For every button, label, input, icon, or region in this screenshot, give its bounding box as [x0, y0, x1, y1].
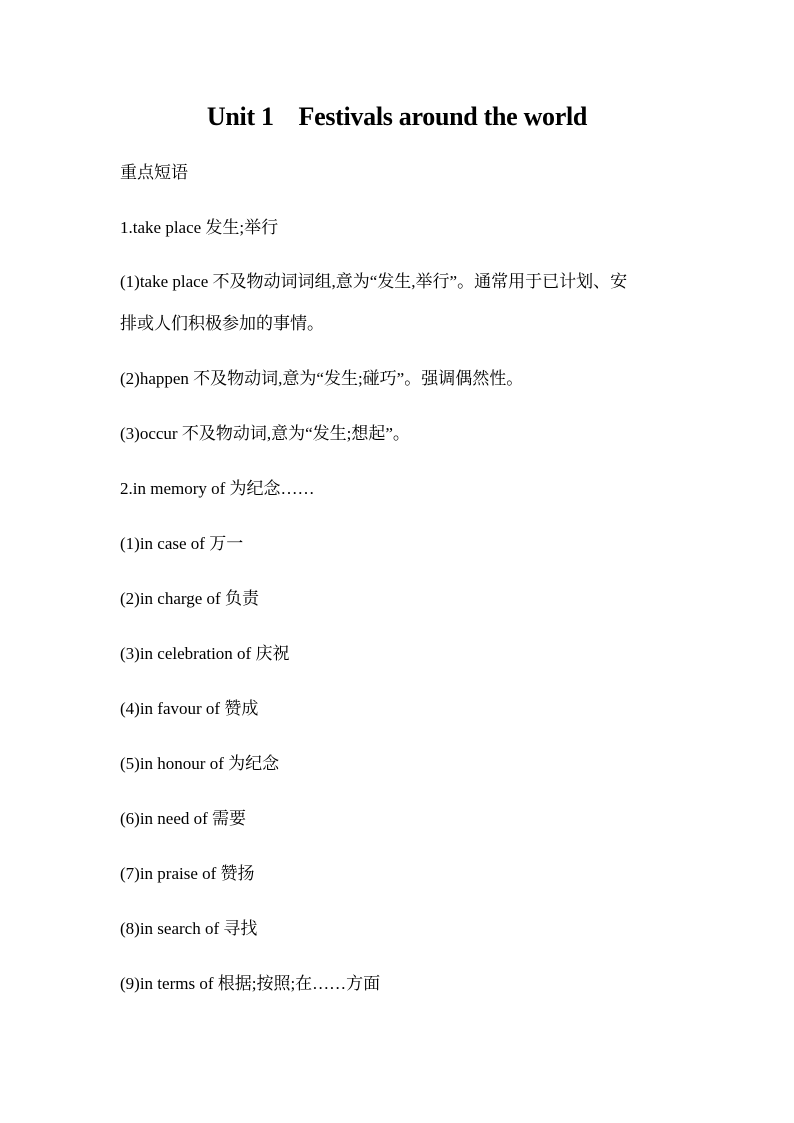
phrase-item: (6)in need of 需要: [120, 809, 247, 828]
phrase-item: (8)in search of 寻找: [120, 919, 258, 938]
phrase-item: (2)in charge of 负责: [120, 589, 259, 608]
section-heading: 重点短语: [120, 163, 188, 183]
phrase-item: (4)in favour of 赞成: [120, 699, 259, 718]
phrase-item: (7)in praise of 赞扬: [120, 864, 255, 883]
explanation-line: (1)take place 不及物动词词组,意为“发生,举行”。通常用于已计划、安: [120, 272, 628, 291]
phrase-item: (3)in celebration of 庆祝: [120, 644, 290, 663]
phrase-heading: 1.take place 发生;举行: [120, 218, 279, 237]
phrase-item: (1)in case of 万一: [120, 534, 244, 553]
explanation-line: (2)happen 不及物动词,意为“发生;碰巧”。强调偶然性。: [120, 369, 524, 388]
explanation-line-continued: 排或人们积极参加的事情。: [120, 314, 324, 333]
explanation-line: (3)occur 不及物动词,意为“发生;想起”。: [120, 424, 410, 443]
document-title: Unit 1 Festivals around the world: [206, 102, 588, 131]
phrase-heading: 2.in memory of 为纪念……: [120, 479, 315, 498]
phrase-item: (9)in terms of 根据;按照;在……方面: [120, 974, 381, 993]
phrase-item: (5)in honour of 为纪念: [120, 754, 280, 773]
